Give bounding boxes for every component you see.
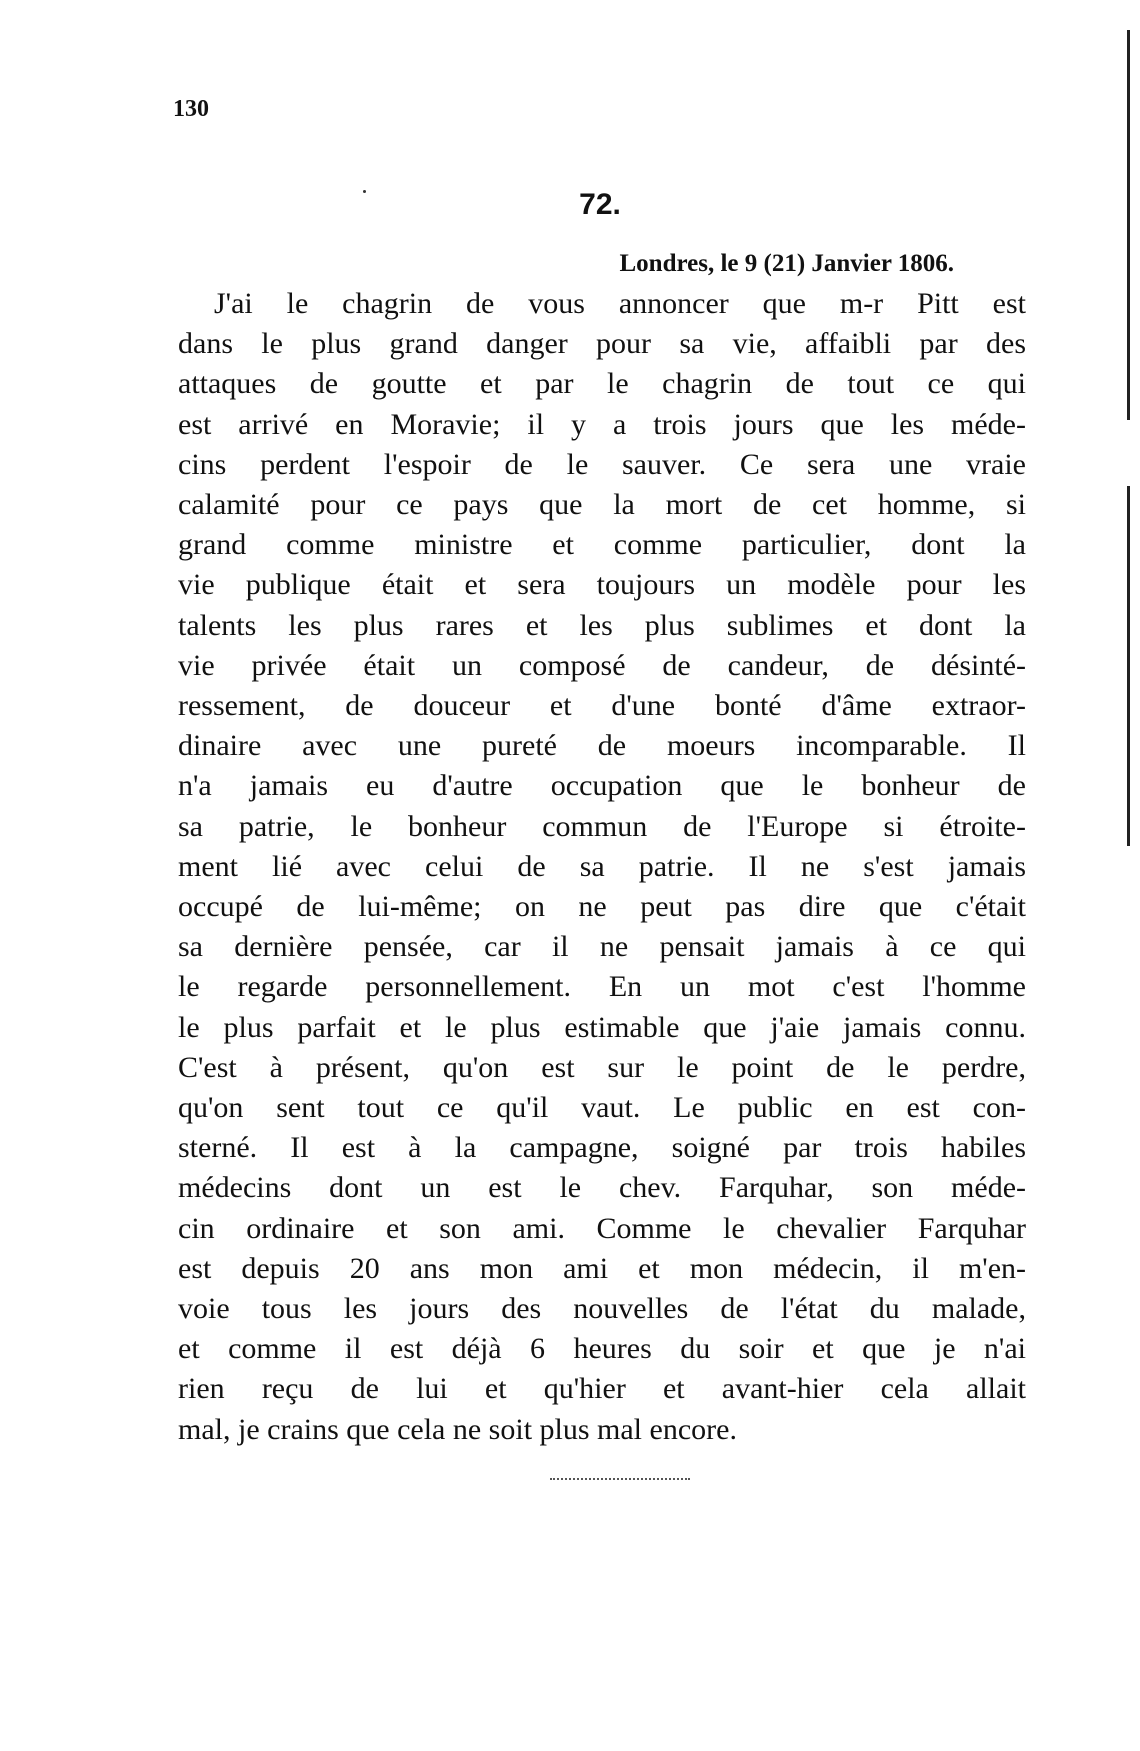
text-line: C'est à présent, qu'on est sur le point de le perdre, xyxy=(178,1050,1026,1084)
text-line: rien reçu de lui et qu'hier et avant-hier cela allait xyxy=(178,1372,1026,1406)
dateline: Londres, le 9 (21) Janvier 1806. xyxy=(619,250,954,277)
text-line: est arrivé en Moravie; il y a trois jours que les méde- xyxy=(178,407,1026,441)
text-line: grand comme ministre et comme particulier, dont la xyxy=(178,528,1026,562)
page-number: 130 xyxy=(173,96,209,122)
text-line: le regarde personnellement. En un mot c'est l'homme xyxy=(178,970,1026,1004)
text-line: voie tous les jours des nouvelles de l'état du malade, xyxy=(178,1292,1026,1326)
text-line: vie privée était un composé de candeur, de désinté- xyxy=(178,648,1026,682)
text-line: dinaire avec une pureté de moeurs incomparable. Il xyxy=(178,729,1026,763)
text-line: sterné. Il est à la campagne, soigné par trois habiles xyxy=(178,1131,1026,1165)
text-line: cin ordinaire et son ami. Comme le chevalier Farquhar xyxy=(178,1211,1026,1245)
text-line: occupé de lui-même; on ne peut pas dire que c'était xyxy=(178,890,1026,924)
letter-body xyxy=(178,284,1026,1450)
text-line: médecins dont un est le chev. Farquhar, son méde- xyxy=(178,1171,1026,1205)
text-line: qu'on sent tout ce qu'il vaut. Le public en est con- xyxy=(178,1091,1026,1125)
scan-edge-line xyxy=(1127,566,1130,846)
text-line: J'ai le chagrin de vous annoncer que m-r Pitt est xyxy=(214,287,1026,320)
text-line: est depuis 20 ans mon ami et mon médecin, il m'en- xyxy=(178,1251,1026,1285)
scan-edge-line xyxy=(1127,30,1130,420)
text-line: calamité pour ce pays que la mort de cet homme, si xyxy=(178,488,1026,522)
text-line: le plus parfait et le plus estimable que j'aie jamais connu. xyxy=(178,1010,1026,1044)
text-line: mal, je crains que cela ne soit plus mal encore. xyxy=(178,1412,737,1446)
text-line: dans le plus grand danger pour sa vie, affaibli par des xyxy=(178,327,1026,361)
text-line: cins perdent l'espoir de le sauver. Ce sera une vraie xyxy=(178,447,1026,481)
letter-number: 72. xyxy=(579,188,621,221)
text-line: sa dernière pensée, car il ne pensait jamais à ce qui xyxy=(178,930,1026,964)
end-ornament-rule xyxy=(550,1478,690,1480)
text-line: attaques de goutte et par le chagrin de tout ce qui xyxy=(178,367,1026,401)
text-line: n'a jamais eu d'autre occupation que le bonheur de xyxy=(178,769,1026,803)
text-line: sa patrie, le bonheur commun de l'Europe si étroite- xyxy=(178,809,1026,843)
text-line: talents les plus rares et les plus sublimes et dont la xyxy=(178,608,1026,642)
text-line: vie publique était et sera toujours un modèle pour les xyxy=(178,568,1026,602)
text-line: ressement, de douceur et d'une bonté d'âme extraor- xyxy=(178,689,1026,723)
text-line: et comme il est déjà 6 heures du soir et que je n'ai xyxy=(178,1332,1026,1366)
text-line: ment lié avec celui de sa patrie. Il ne s'est jamais xyxy=(178,849,1026,883)
